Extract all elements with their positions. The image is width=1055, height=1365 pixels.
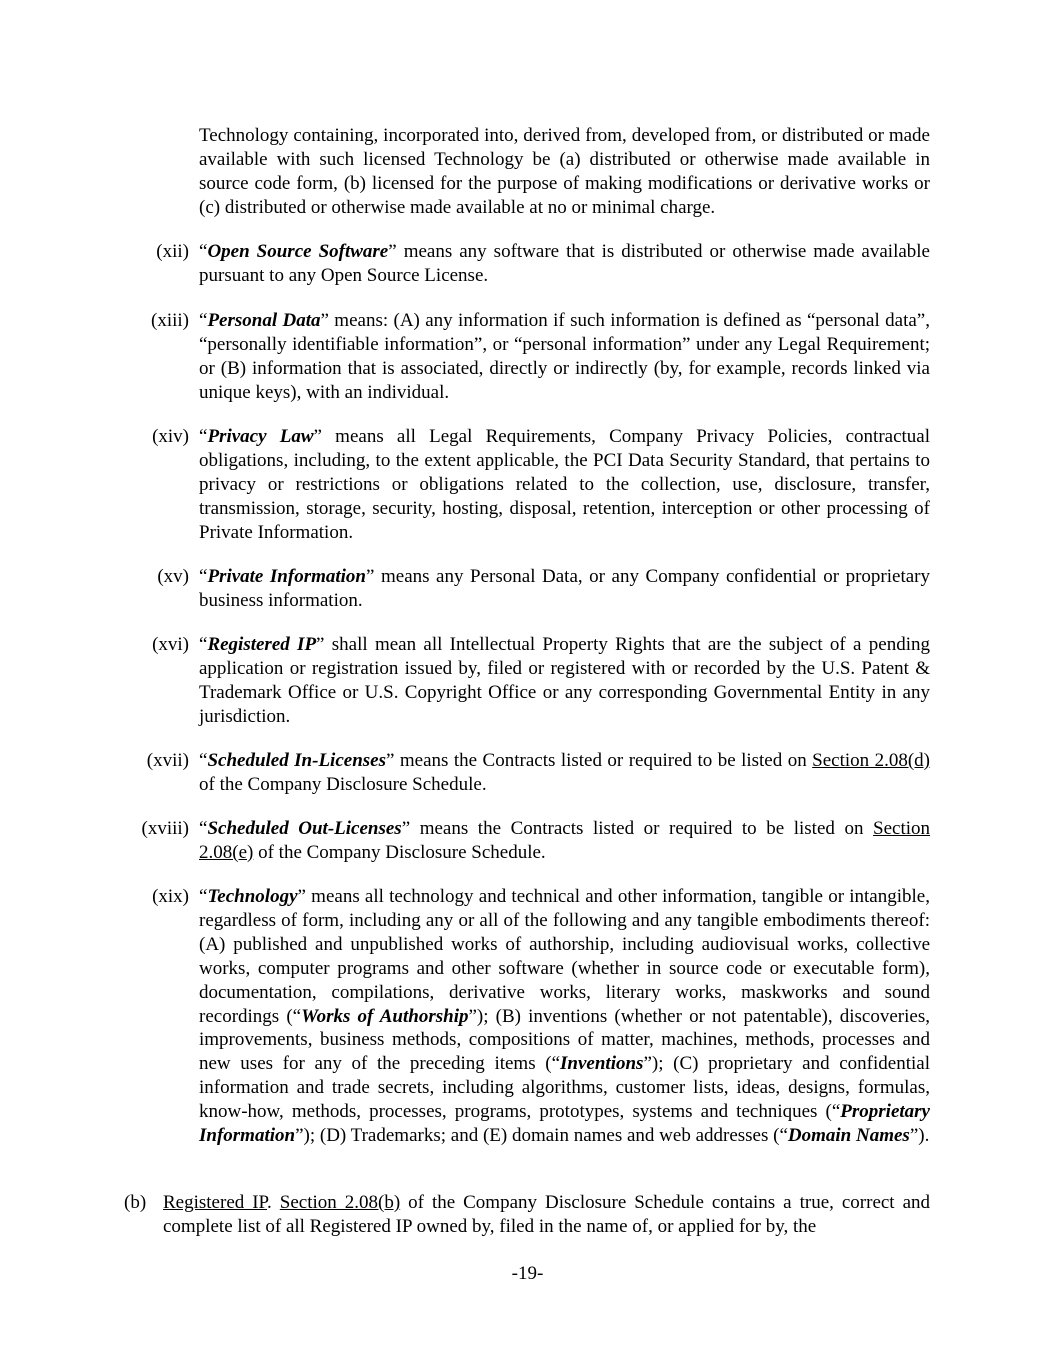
section-heading: Registered IP <box>163 1192 268 1213</box>
item-number: (xvi) <box>152 634 189 655</box>
page-number: -19- <box>511 1263 544 1284</box>
section-reference: Section 2.08(d) <box>812 750 931 771</box>
definition-text: “Private Information” means any Personal Data, or any Company confidential or proprietary business information. <box>199 566 931 611</box>
defined-term-inventions: Inventions <box>560 1053 644 1075</box>
defined-term: Scheduled Out-Licenses <box>207 818 402 839</box>
defined-term: Open Source Software <box>207 241 389 262</box>
item-number: (xix) <box>152 886 189 907</box>
item-number: (xv) <box>157 566 189 587</box>
continuation-paragraph: Technology containing, incorporated into, derived from, developed from, or distributed or made available with such licensed Technology be (a) distributed or otherwise made available in source code form, (b) licensed for the purpose of making modifications or derivative works or (c) distributed or otherwise made available at no or minimal charge. <box>199 125 930 218</box>
definition-text: “Technology” means all technology and technical and other information, tangible or intangible, regardless of form, including any or all of the following and any tangible embodiments thereof: (A) published and unpublished works of authorship, including audiovisual works, collective works, computer programs and other software (whether in source code or executable form), documentation, compilations, derivative works, literary works, maskworks and sound recordings (“Works of Authorship”); (B) inventions (whether or not patentable), discoveries, improvements, business methods, compositions of matter, machines, methods, processes and new uses for any of the preceding items (“Inventions”); (C) proprietary and confidential information and trade secrets, including algorithms, customer lists, ideas, designs, formulas, know-how, methods, processes, programs, prototypes, systems and techniques (“Proprietary Information”); (D) Trademarks; and (E) domain names and web addresses (“Domain Names”). <box>199 886 930 1147</box>
definition-text: “Scheduled In-Licenses” means the Contracts listed or required to be listed on Section 2.08(d) of the Company Disclosure Schedule. <box>199 750 931 795</box>
definition-text: “Privacy Law” means all Legal Requirements, Company Privacy Policies, contractual obligations, including, to the extent applicable, the PCI Data Security Standard, that pertains to privacy or restrictions or obligations related to the collection, use, disclosure, transfer, transmission, storage, security, hosting, disposal, retention, interception or other processing of Private Information. <box>199 426 930 543</box>
item-number: (xvii) <box>146 750 189 771</box>
definition-text: “Open Source Software” means any software that is distributed or otherwise made available pursuant to any Open Source License. <box>199 241 930 286</box>
item-number: (xiv) <box>152 426 189 447</box>
section-number: (b) <box>124 1192 147 1213</box>
defined-term: Scheduled In-Licenses <box>207 750 386 771</box>
defined-term: Private Information <box>207 566 366 587</box>
definition-text: “Registered IP” shall mean all Intellectual Property Rights that are the subject of a pending application or registration issued by, filed or registered with or recorded by the U.S. Patent & Trademark Office or U.S. Copyright Office or any corresponding Governmental Entity in any jurisdiction. <box>199 634 930 727</box>
item-number: (xiii) <box>151 310 189 331</box>
defined-term-domain-names: Domain Names <box>787 1125 910 1147</box>
defined-term-proprietary-information: Proprietary Information <box>199 1101 930 1147</box>
item-number: (xviii) <box>141 818 189 839</box>
item-number: (xii) <box>156 241 189 262</box>
defined-term-works-of-authorship: Works of Authorship <box>301 1005 469 1027</box>
section-text: Registered IP. Section 2.08(b) of the Company Disclosure Schedule contains a true, correct and complete list of all Registered IP owned by, filed in the name of, or applied for by, the <box>163 1192 930 1237</box>
defined-term: Registered IP <box>207 634 317 655</box>
section-reference: Section 2.08(b) <box>279 1192 401 1213</box>
defined-term: Personal Data <box>207 310 321 331</box>
defined-term: Privacy Law <box>207 426 314 447</box>
section-reference: Section 2.08(e) <box>199 818 931 863</box>
defined-term: Technology <box>207 886 298 907</box>
definition-text: “Scheduled Out-Licenses” means the Contracts listed or required to be listed on Section 2.08(e) of the Company Disclosure Schedule. <box>199 818 931 863</box>
definition-text: “Personal Data” means: (A) any information if such information is defined as “personal data”, “personally identifiable information”, or “personal information” under any Legal Requirement; or (B) information that is associated, directly or indirectly (by, for example, records linked via unique keys), with an individual. <box>199 310 930 403</box>
